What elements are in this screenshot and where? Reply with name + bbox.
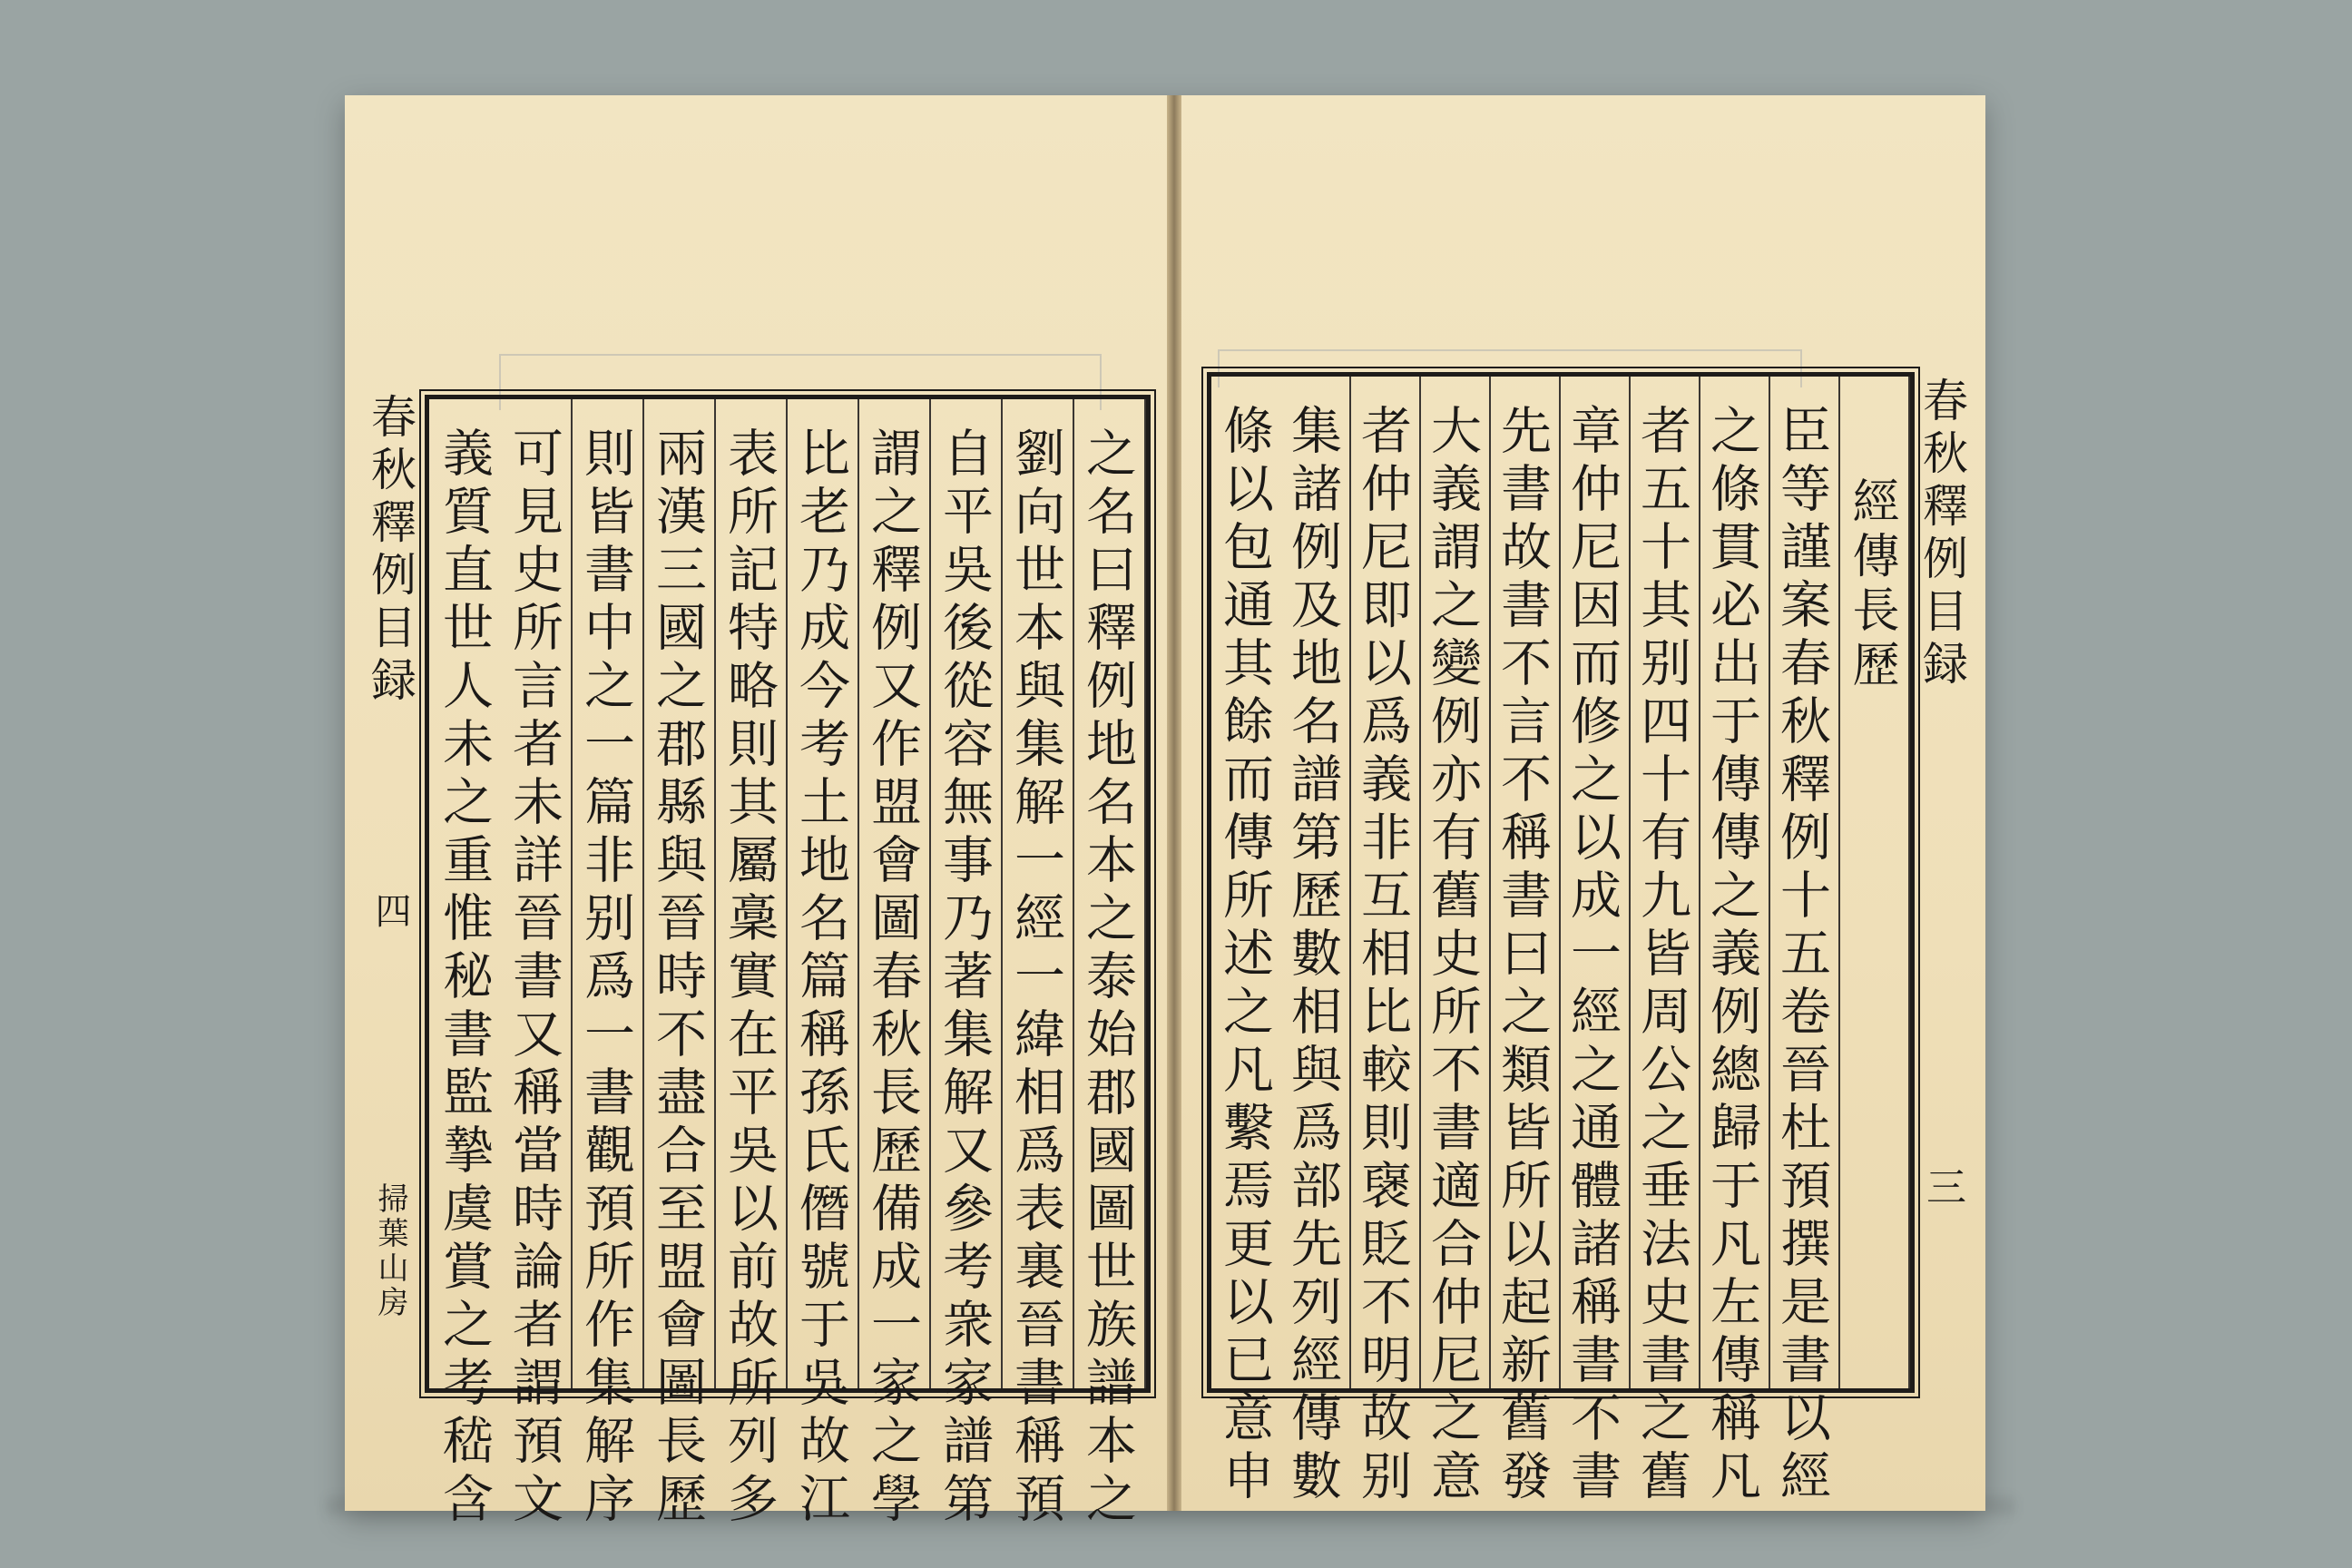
column-text: 者五十其别四十有九皆周公之垂法史書之舊 [1632,404,1691,1507]
column-text: 章仲尼因而修之以成一經之通體諸稱書不書 [1563,404,1622,1507]
left-column-4 [855,399,931,1530]
left-column-1 [1070,399,1146,1530]
column-text: 兩漢三國之郡縣與晉時不盡合至盟會圖長歷 [648,426,707,1530]
column-text: 之條貫必出于傳傳之義例總歸于凡左傳稱凡 [1702,404,1761,1507]
column-text: 者仲尼即以爲義非互相比較則襃貶不明故别 [1353,404,1412,1507]
left-column-7 [640,399,716,1530]
right-column-10 [1207,377,1281,1507]
column-text: 大義謂之變例亦有舊史所不書適合仲尼之意 [1423,404,1482,1507]
left-banner-title: 春秋釋例目録 [364,393,416,709]
left-column-10 [426,399,501,1530]
column-text: 則皆書中之一篇非别爲一書觀預所作集解序 [576,426,635,1530]
column-text: 臣等謹案春秋釋例十五卷晉杜預撰是書以經 [1772,404,1831,1507]
right-text-frame [1207,372,1915,1507]
column-text: 自平吳後從容無事乃著集解又參考衆家譜第 [935,426,994,1530]
book-gutter [1167,95,1181,1511]
right-column-5 [1554,377,1631,1507]
right-column-8 [1345,377,1421,1507]
left-page [345,95,1167,1530]
column-text: 義質直世人未之重惟秘書監摯虞賞之考嵇含 [435,426,494,1530]
right-column-2 [1764,377,1840,1507]
column-text: 劉向世本與集解一經一緯相爲表裏晉書稱預 [1006,426,1065,1530]
left-banner [365,384,416,1382]
right-banner-title: 春秋釋例目録 [1916,377,1968,692]
left-column-9 [496,399,573,1530]
left-banner-page-number: 四 [369,892,411,936]
left-column-6 [711,399,788,1530]
left-column-8 [568,399,644,1530]
section-heading: 經傳長歷 [1844,476,1898,694]
right-column-6 [1485,377,1561,1507]
left-text-frame [425,395,1151,1530]
right-page [1181,95,1985,1511]
column-text: 表所記特略則其屬稾實在平吳以前故所列多 [720,426,779,1530]
right-column-3 [1694,377,1770,1507]
column-text: 條以包通其餘而傳所述之凡繫焉更以已意申 [1215,404,1274,1507]
right-column-1 [1834,377,1910,1388]
column-text: 先書故書不言不稱書曰之類皆所以起新舊發 [1493,404,1552,1507]
column-text: 可見史所言者未詳晉書又稱當時論者謂預文 [505,426,564,1530]
right-column-4 [1624,377,1700,1507]
column-text: 謂之釋例又作盟會圖春秋長歷備成一家之學 [863,426,922,1530]
left-column-2 [998,399,1074,1530]
left-publisher-mark: 掃葉山房 [372,1182,408,1320]
left-column-5 [783,399,859,1530]
column-text: 之名曰釋例地名本之泰始郡國圖世族譜本之 [1078,426,1137,1530]
column-text: 比老乃成今考土地名篇稱孫氏僭號于吳故江 [791,426,850,1530]
right-column-7 [1415,377,1491,1507]
right-banner-page-number: 三 [1919,1166,1965,1213]
left-column-3 [926,399,1003,1530]
right-banner [1916,368,1967,1384]
right-column-9 [1275,377,1351,1507]
open-book [345,95,1985,1530]
column-text: 集諸例及地名譜第歷數相與爲部先列經傳數 [1283,404,1342,1507]
